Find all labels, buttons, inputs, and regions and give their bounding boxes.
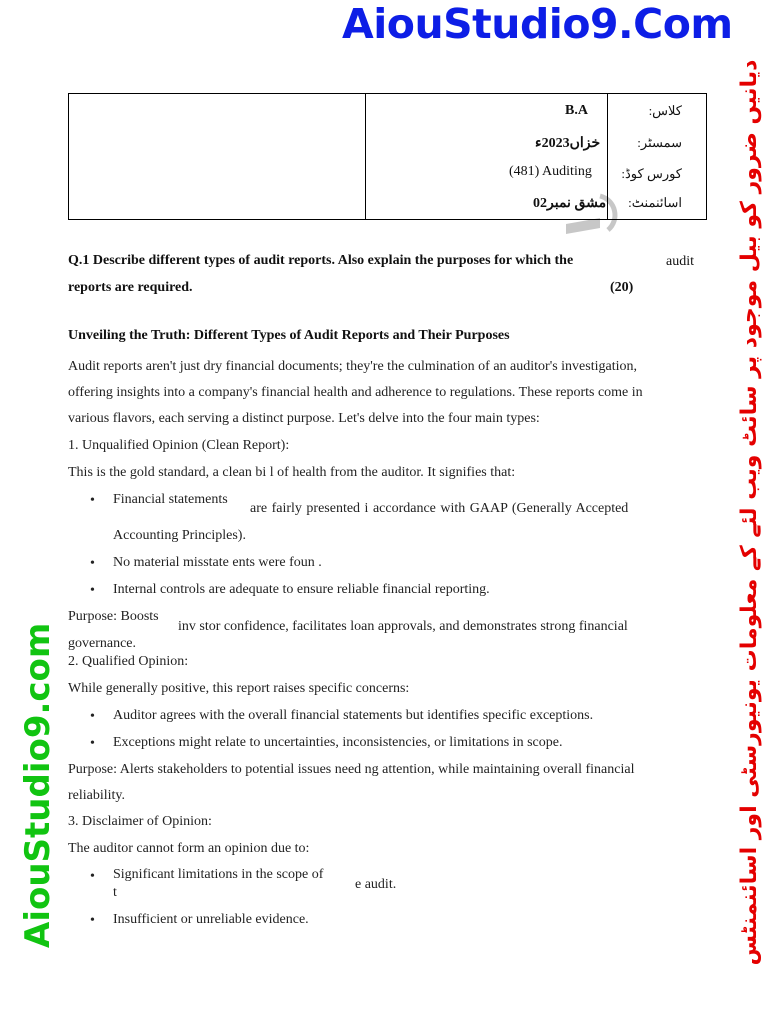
site-banner-left[interactable]: AiouStudio9.com [18, 622, 58, 948]
unqualified-purpose-line-2: governance. [68, 636, 137, 651]
bullet-icon: • [90, 709, 95, 724]
unqualified-purpose-end: inv stor confidence, facilitates loan approvals, and demonstrates strong financial [178, 619, 628, 634]
label-assignment: اسائنمنٹ: [628, 195, 682, 210]
disclaimer-bullet-1-line-2: t [113, 885, 117, 900]
value-course-code: (481) Auditing [509, 164, 592, 179]
bullet-icon: • [90, 736, 95, 751]
bullet-icon: • [90, 913, 95, 928]
question-line-1: Q.1 Describe different types of audit reports. Also explain the purposes for which the [68, 253, 574, 268]
label-semester: سمسٹر: [637, 135, 682, 150]
label-course-code: کورس کوڈ: [621, 166, 682, 181]
info-box-divider [365, 94, 366, 219]
unqualified-bullet-1-end: are fairly presented i accordance with GAAP (Generally Accepted [250, 501, 629, 516]
disclaimer-intro: The auditor cannot form an opinion due to: [68, 841, 310, 856]
urdu-banner-right [730, 30, 768, 995]
unqualified-bullet-1-start: Financial statements [113, 492, 228, 507]
question-marks: (20) [610, 280, 634, 295]
qualified-bullet-1: Auditor agrees with the overall financial statements but identifies specific exceptions. [113, 708, 594, 723]
unqualified-title: 1. Unqualified Opinion (Clean Report): [68, 438, 290, 453]
qualified-bullet-2: Exceptions might relate to uncertainties, inconsistencies, or limitations in scope. [113, 735, 563, 750]
value-class: B.A [565, 103, 588, 118]
intro-line-3: various flavors, each serving a distinct purpose. Let's delve into the four main types: [68, 411, 540, 426]
bullet-icon: • [90, 869, 95, 884]
section-heading: Unveiling the Truth: Different Types of Audit Reports and Their Purposes [68, 328, 510, 343]
value-assignment: مشق نمبر02 [533, 196, 607, 211]
unqualified-bullet-3: Internal controls are adequate to ensure reliable financial reporting. [113, 582, 490, 597]
qualified-purpose-line-1: Purpose: Alerts stakeholders to potential issues need ng attention, while maintaining overall financial [68, 762, 635, 777]
disclaimer-bullet-1-line-1: Significant limitations in the scope of [113, 867, 324, 882]
value-semester: خزاں2023ء [535, 136, 601, 151]
unqualified-bullet-1-line-2: Accounting Principles). [113, 528, 246, 543]
info-box-column-divider [607, 94, 608, 219]
qualified-purpose-line-2: reliability. [68, 788, 126, 803]
disclaimer-bullet-2: Insufficient or unreliable evidence. [113, 912, 309, 927]
course-info-box [68, 93, 707, 220]
unqualified-purpose-start: Purpose: Boosts [68, 609, 159, 624]
disclaimer-bullet-1-end: e audit. [355, 877, 397, 892]
qualified-title: 2. Qualified Opinion: [68, 654, 189, 669]
disclaimer-title: 3. Disclaimer of Opinion: [68, 814, 212, 829]
urdu-banner-text: دیانیں ضرور کو بیل موجود پر سائٹ ویب لئے کے معلومات یونیورسٹی اور اسائنمنٹس [737, 59, 762, 966]
bullet-icon: • [90, 493, 95, 508]
unqualified-intro: This is the gold standard, a clean bi l of health from the auditor. It signifies that: [68, 465, 516, 480]
bullet-icon: • [90, 583, 95, 598]
unqualified-bullet-2: No material misstate ents were foun . [113, 555, 322, 570]
label-class: کلاس: [648, 103, 682, 118]
intro-line-2: offering insights into a company's financial health and adherence to regulations. These reports come in [68, 385, 643, 400]
bullet-icon: • [90, 556, 95, 571]
qualified-intro: While generally positive, this report raises specific concerns: [68, 681, 410, 696]
intro-line-1: Audit reports aren't just dry financial documents; they're the culmination of an auditor's investigation, [68, 359, 637, 374]
question-line-2: reports are required. [68, 280, 193, 295]
question-line-1-end: audit [666, 254, 694, 269]
site-banner-top[interactable]: AiouStudio9.Com [342, 0, 733, 48]
